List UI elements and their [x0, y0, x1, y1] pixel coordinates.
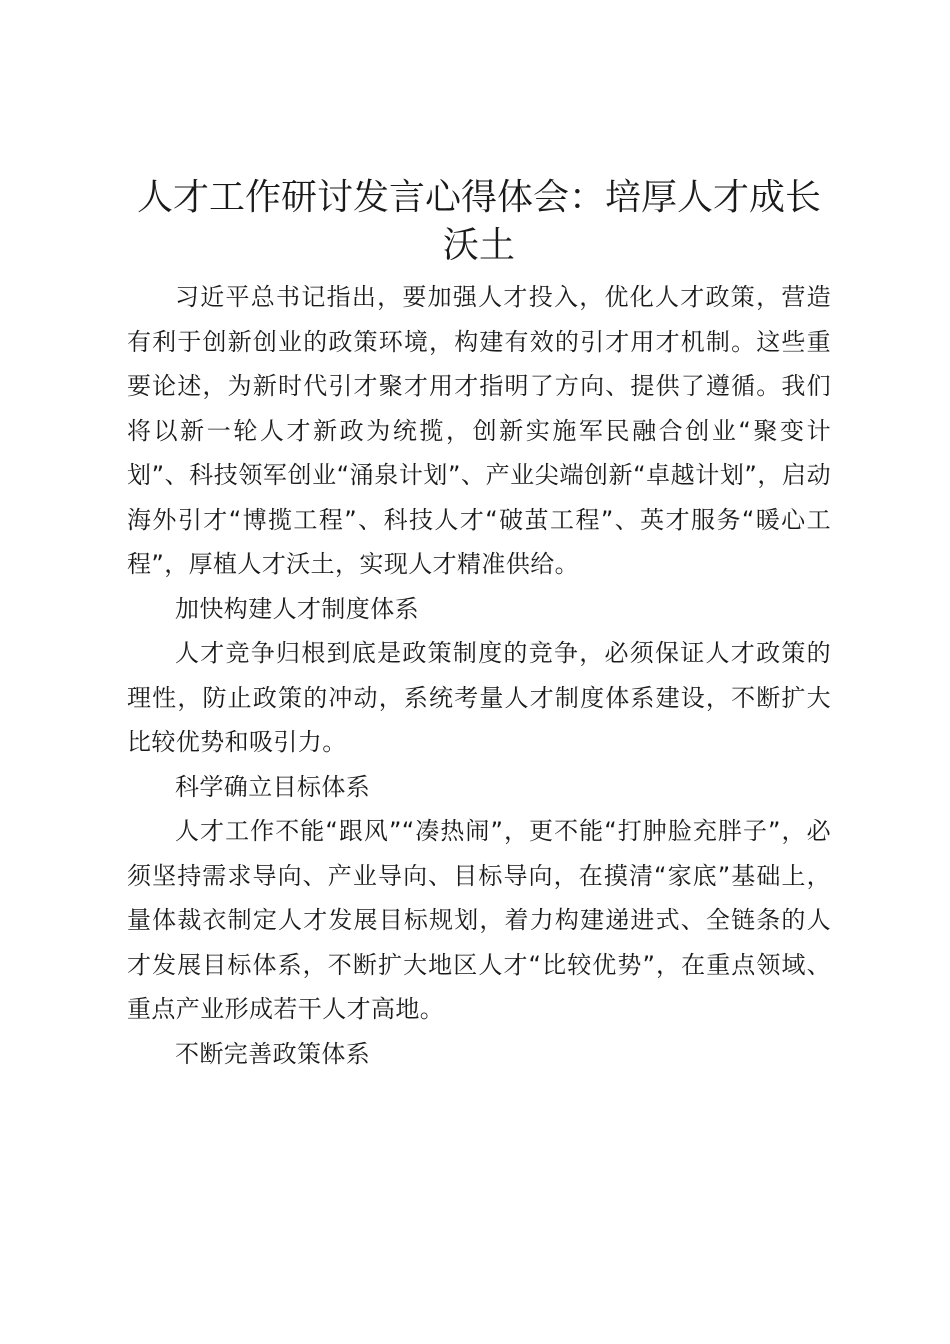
- section-heading: 不断完善政策体系: [175, 1039, 371, 1068]
- body-paragraph: 人才工作不能“跟风”“凑热闹”，更不能“打肿脸充胖子”，必须坚持需求导向、产业导向、目标导向，在摸清“家底”基础上，量体裁衣制定人才发展目标规划，着力构建递进式、全链条的人才发展目标体系，不断扩大地区人才“比较优势”，在重点领域、重点产业形成若干人才高地。: [127, 817, 831, 1023]
- section-heading: 加快构建人才制度体系: [175, 594, 419, 623]
- section-heading: 科学确立目标体系: [175, 772, 371, 801]
- document-title: 人才工作研讨发言心得体会：培厚人才成长沃土: [136, 177, 821, 266]
- document-body: [127, 275, 831, 1076]
- body-paragraph: 习近平总书记指出，要加强人才投入，优化人才政策，营造有利于创新创业的政策环境，构建有效的引才用才机制。这些重要论述，为新时代引才聚才用才指明了方向、提供了遵循。我们将以新一轮人才新政为统揽，创新实施军民融合创业“聚变计划”、科技领军创业“涌泉计划”、产业尖端创新“卓越计划”，启动海外引才“博揽工程”、科技人才“破茧工程”、英才服务“暖心工程”，厚植人才沃土，实现人才精准供给。: [127, 283, 831, 578]
- body-paragraph: 人才竞争归根到底是政策制度的竞争，必须保证人才政策的理性，防止政策的冲动，系统考量人才制度体系建设，不断扩大比较优势和吸引力。: [127, 639, 831, 756]
